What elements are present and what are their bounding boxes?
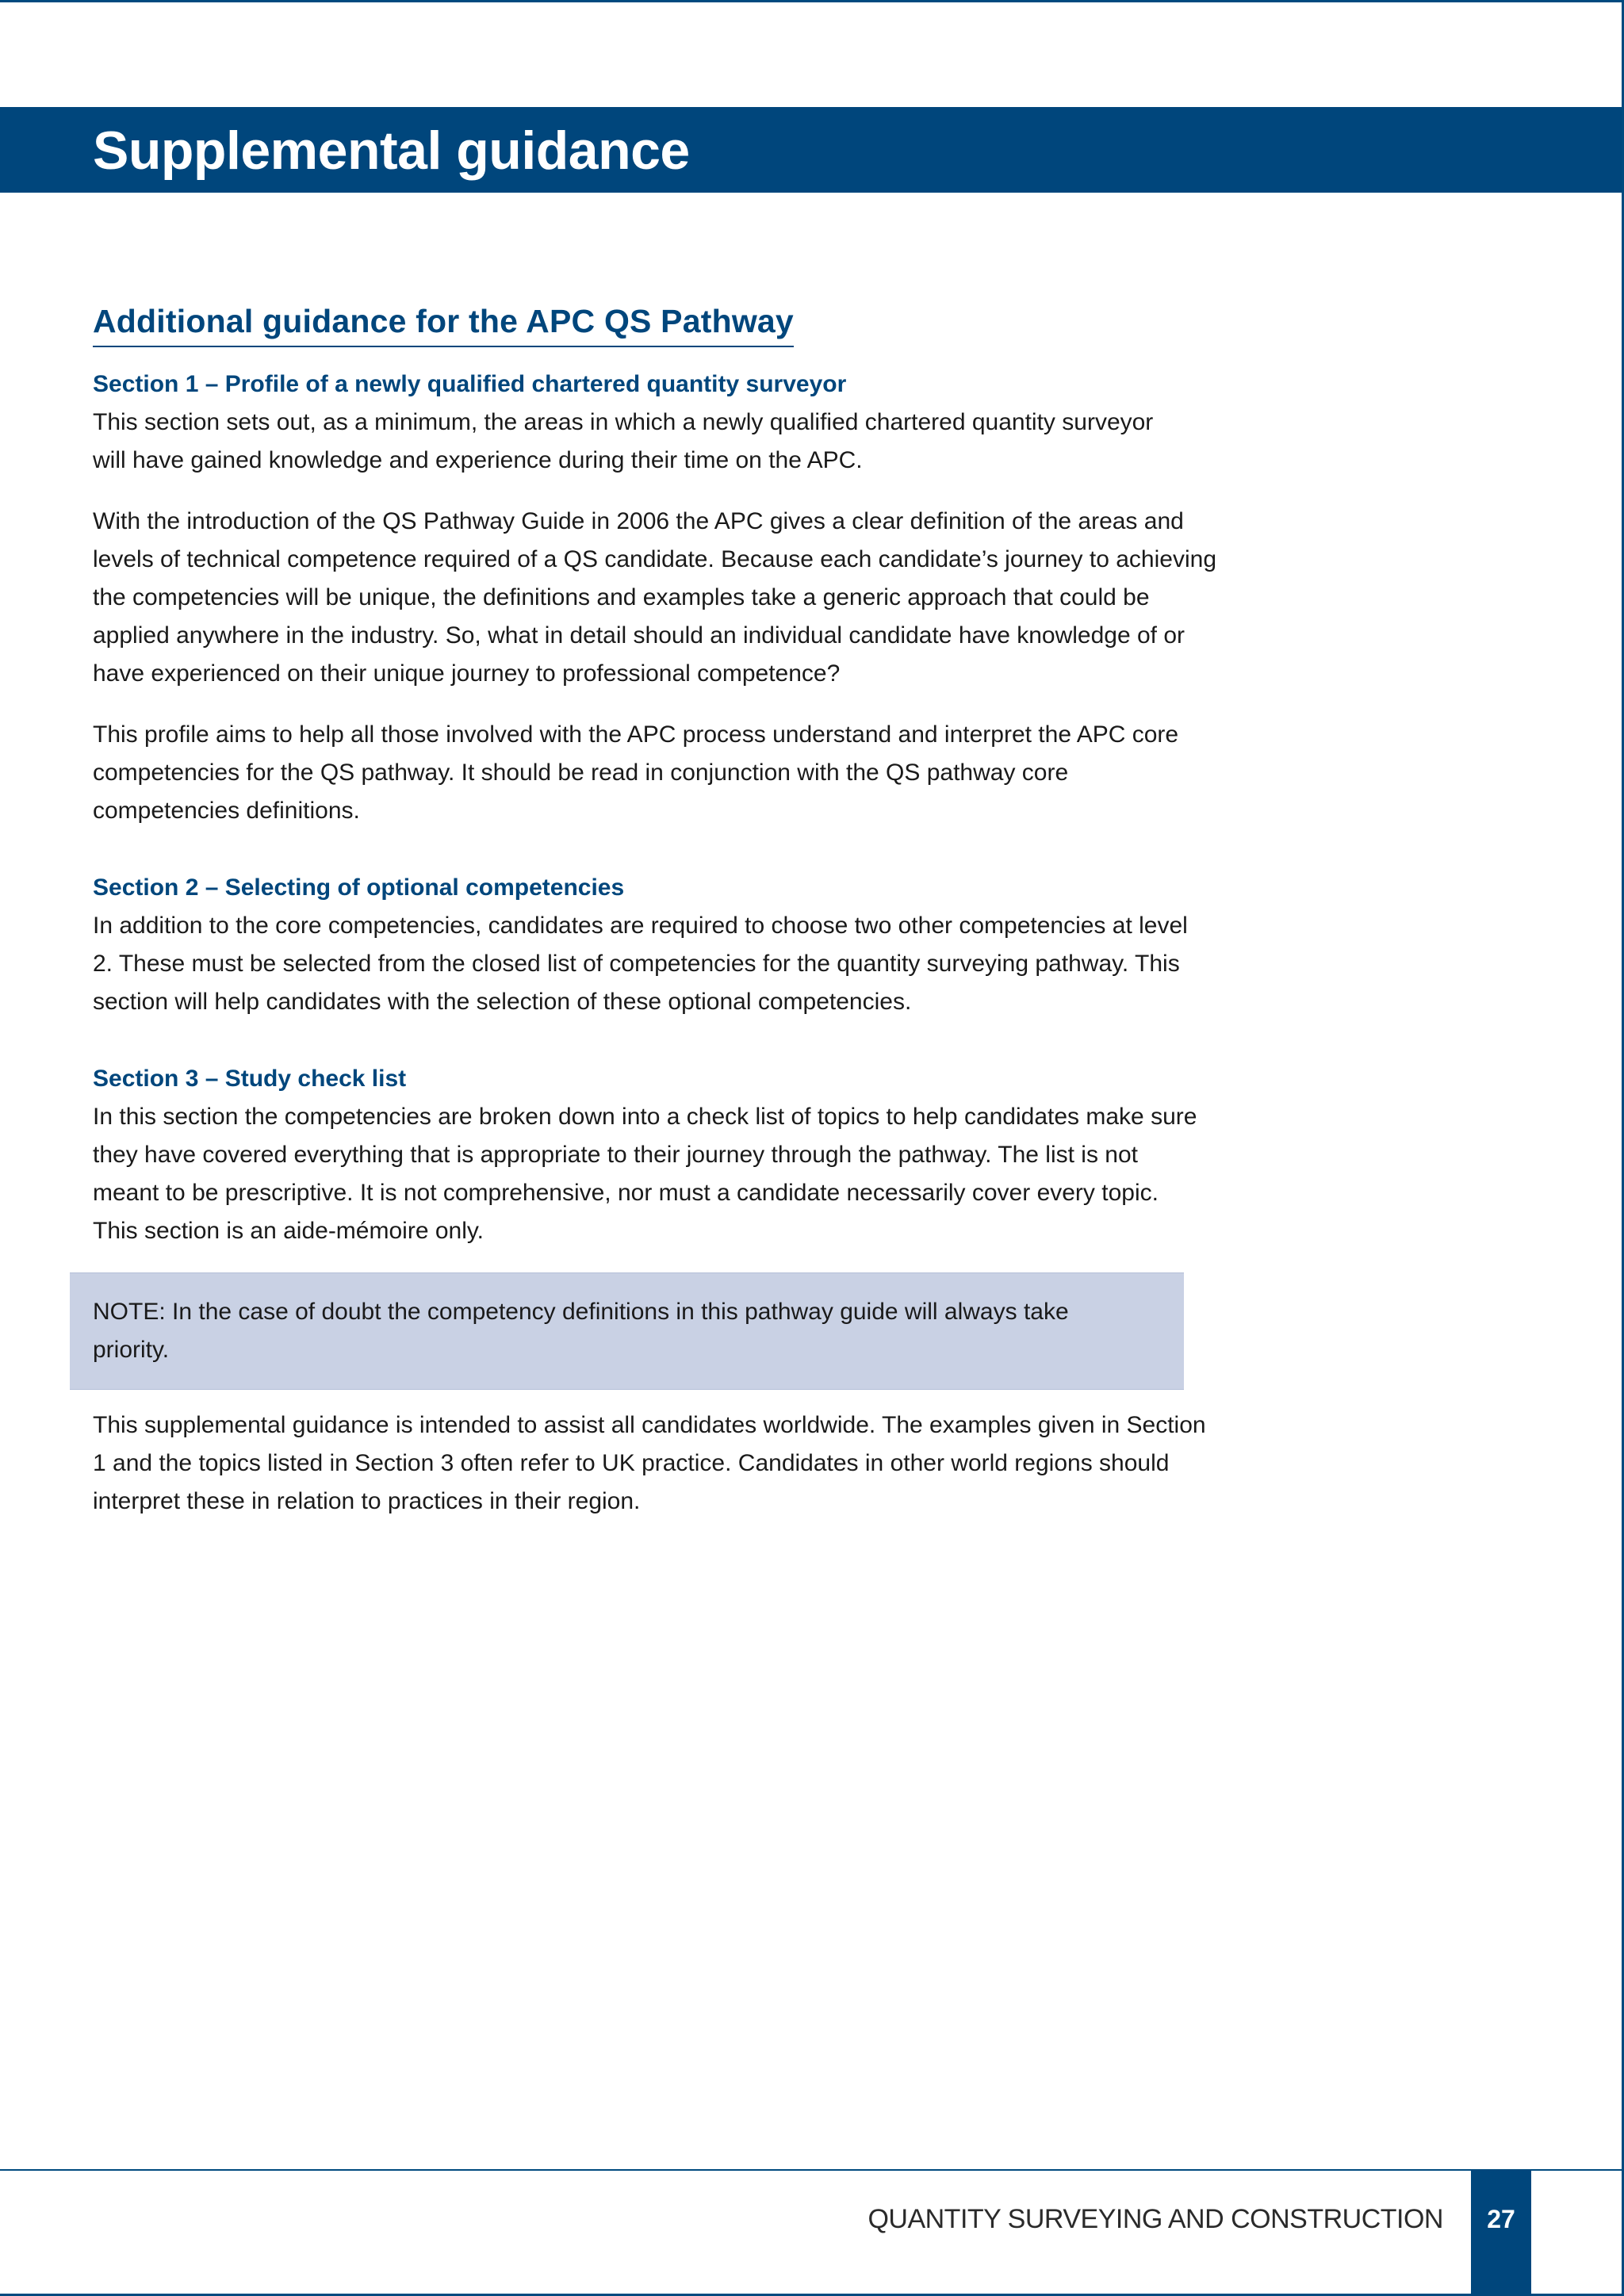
footer-label: QUANTITY SURVEYING AND CONSTRUCTION bbox=[868, 2204, 1443, 2234]
section-2-paragraph-1: In addition to the core competencies, candidates are required to choose two other competencies at level 2. These must be selected from the closed list of competencies for the quantity surveying pathway. This section will help candidates with the selection of these optional competencies. bbox=[93, 913, 1188, 1015]
section-2-heading: Section 2 – Selecting of optional competencies bbox=[93, 874, 625, 901]
section-2 bbox=[93, 869, 1219, 1021]
section-1-heading: Section 1 – Profile of a newly qualified chartered quantity surveyor bbox=[93, 371, 847, 397]
closing-paragraph: This supplemental guidance is intended to assist all candidates worldwide. The examples given in Section 1 and the topics listed in Section 3 often refer to UK practice. Candidates in other world regions should interpret these in relation to practices in their region. bbox=[93, 1412, 1206, 1514]
section-1-paragraph-2: With the introduction of the QS Pathway Guide in 2006 the APC gives a clear definition of the areas and levels of technical competence required of a QS candidate. Because each candidate’s journey to achieving the competencies will be unique, the definitions and examples take a generic approach that could be applied anywhere in the industry. So, what in detail should an individual candidate have knowledge of or have experienced on their unique journey to professional competence? bbox=[93, 508, 1217, 687]
main-heading: Additional guidance for the APC QS Pathway bbox=[93, 298, 794, 347]
note-box bbox=[70, 1272, 1184, 1390]
page-title: Supplemental guidance bbox=[93, 121, 690, 181]
section-3-paragraph-1: In this section the competencies are broken down into a check list of topics to help candidates make sure they have covered everything that is appropriate to their journey through the pathway. The list is not meant to be prescriptive. It is not comprehensive, nor must a candidate necessarily cover every topic. This section is an aide-mémoire only. bbox=[93, 1104, 1197, 1244]
footer-rule bbox=[0, 2169, 1624, 2171]
section-1 bbox=[93, 365, 1219, 830]
page-number: 27 bbox=[1487, 2205, 1515, 2233]
page-number-box bbox=[1471, 2170, 1531, 2296]
note-text: NOTE: In the case of doubt the competency definitions in this pathway guide will always take priority. bbox=[93, 1299, 1069, 1363]
section-3 bbox=[93, 1060, 1219, 1250]
section-1-paragraph-1: This section sets out, as a minimum, the areas in which a newly qualified chartered quantity surveyor will have gained knowledge and experience during their time on the APC. bbox=[93, 409, 1154, 473]
section-1-paragraph-3: This profile aims to help all those involved with the APC process understand and interpret the APC core competencies for the QS pathway. It should be read in conjunction with the QS pathway core competencies definitions. bbox=[93, 721, 1179, 824]
section-3-heading: Section 3 – Study check list bbox=[93, 1066, 407, 1092]
main-content bbox=[93, 298, 1219, 1250]
